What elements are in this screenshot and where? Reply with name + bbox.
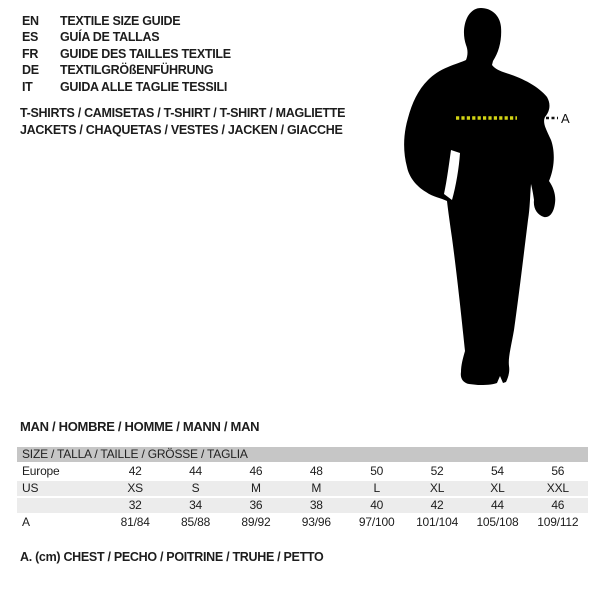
table-row xyxy=(17,464,588,479)
table-row xyxy=(17,515,588,530)
table-cell: 44 xyxy=(189,464,203,478)
table-cell: 85/88 xyxy=(181,515,211,529)
table-cell: 42 xyxy=(430,498,444,512)
language-code: FR xyxy=(22,46,39,61)
man-silhouette-figure xyxy=(400,5,572,391)
table-row xyxy=(17,498,588,513)
measurement-footnote: A. (cm) CHEST / PECHO / POITRINE / TRUHE / PETTO xyxy=(20,550,324,564)
table-cell: 54 xyxy=(490,464,504,478)
table-cell: XXL xyxy=(546,481,569,495)
table-cell: 93/96 xyxy=(301,515,331,529)
size-table xyxy=(17,447,588,532)
language-row xyxy=(22,79,231,95)
table-cell: 101/104 xyxy=(416,515,459,529)
table-cell: 42 xyxy=(128,464,142,478)
table-cell: 109/112 xyxy=(537,515,579,529)
language-code: DE xyxy=(22,63,39,78)
row-label: A xyxy=(22,515,30,529)
table-cell: 105/108 xyxy=(476,515,519,529)
table-cell: 52 xyxy=(430,464,444,478)
table-cell: 36 xyxy=(249,498,263,512)
language-title: GUIDE DES TAILLES TEXTILE xyxy=(60,46,231,61)
row-label: Europe xyxy=(22,464,60,478)
table-cell: 46 xyxy=(249,464,263,478)
category-tshirts: T-SHIRTS / CAMISETAS / T-SHIRT / T-SHIRT / MAGLIETTE xyxy=(20,106,346,120)
table-cell: 46 xyxy=(551,498,565,512)
table-cell: 48 xyxy=(309,464,323,478)
table-cell: 81/84 xyxy=(120,515,150,529)
table-cell: 34 xyxy=(189,498,203,512)
row-label: US xyxy=(22,481,39,495)
language-list xyxy=(22,13,231,95)
size-table-header: SIZE / TALLA / TAILLE / GRÖSSE / TAGLIA xyxy=(17,447,588,462)
language-title: GUÍA DE TALLAS xyxy=(60,30,160,45)
table-cell: S xyxy=(191,481,200,495)
language-title: TEXTILE SIZE GUIDE xyxy=(60,14,181,28)
language-row xyxy=(22,29,231,45)
language-code: EN xyxy=(22,14,39,28)
table-cell: 50 xyxy=(370,464,384,478)
section-title: MAN / HOMBRE / HOMME / MANN / MAN xyxy=(20,419,260,434)
category-jackets: JACKETS / CHAQUETAS / VESTES / JACKEN / GIACCHE xyxy=(20,123,343,137)
language-row xyxy=(22,46,231,62)
table-row xyxy=(17,481,588,496)
measure-label-a: A xyxy=(561,111,570,126)
table-cell: 56 xyxy=(551,464,565,478)
table-cell: 89/92 xyxy=(241,515,271,529)
table-cell: XL xyxy=(490,481,505,495)
table-cell: M xyxy=(311,481,322,495)
man-silhouette xyxy=(404,8,555,385)
language-code: IT xyxy=(22,79,33,94)
language-row xyxy=(22,62,231,78)
table-cell: 40 xyxy=(370,498,384,512)
table-cell: 32 xyxy=(128,498,142,512)
table-cell: 97/100 xyxy=(358,515,395,529)
category-lines xyxy=(20,105,345,139)
language-title: TEXTILGRÖßENFÜHRUNG xyxy=(60,63,214,78)
language-row xyxy=(22,13,231,29)
table-cell: L xyxy=(373,481,380,495)
table-cell: XS xyxy=(127,481,143,495)
table-cell: M xyxy=(251,481,261,495)
language-code: ES xyxy=(22,30,39,45)
table-cell: XL xyxy=(429,481,445,495)
table-cell: 38 xyxy=(309,498,323,512)
language-title: GUIDA ALLE TAGLIE TESSILI xyxy=(60,79,228,94)
table-cell: 44 xyxy=(490,498,504,512)
row-label xyxy=(17,498,105,513)
